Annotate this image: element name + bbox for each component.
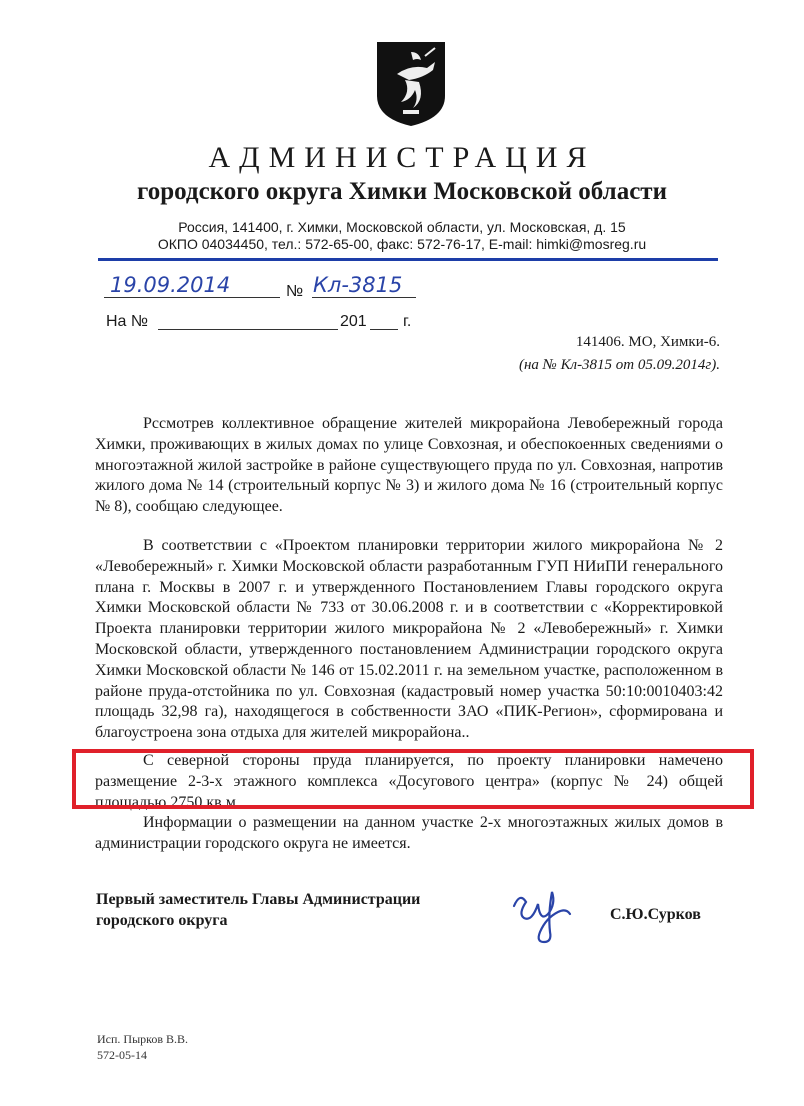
executor-info — [97, 1031, 188, 1063]
registration-date-handwritten: 19.09.2014 — [110, 273, 231, 297]
number-sign: № — [286, 283, 304, 300]
recipient-address: 141406. МО, Химки-6. — [575, 334, 720, 350]
reply-year-underline — [370, 329, 398, 330]
signer-position-line-1: Первый заместитель Главы Администрации — [96, 891, 421, 908]
organization-contacts: ОКПО 04034450, тел.: 572-65-00, факс: 572-76-17, E-mail: himki@mosreg.ru — [157, 236, 647, 252]
paragraph-text: Рссмотрев коллективное обращение жителей микрорайона Левобережный города Химки, проживающих в жилых домах по улице Совхозная, и обеспокоенных сведениями о многоэтажной жилой застройке в районе существующего пруда по ул. Совхозная, напротив жилого дома № 14 (строительный корпус № 3) и жилого дома № 16 (строительный корпус № 8), сообщаю следующее. — [95, 415, 723, 516]
body-paragraph-2 — [95, 536, 723, 744]
executor-phone: 572-05-14 — [97, 1048, 147, 1062]
body-paragraph-4 — [95, 813, 723, 855]
organization-title: АДМИНИСТРАЦИЯ — [208, 141, 596, 174]
signer-position-line-2: городского округа — [96, 912, 228, 929]
registration-number-handwritten: Кл-3815 — [313, 273, 403, 297]
reply-number-underline — [158, 329, 338, 330]
recipient-reference: (на № Кл-3815 от 05.09.2014г). — [518, 357, 720, 373]
body-paragraph-1 — [95, 414, 723, 518]
date-underline — [104, 297, 280, 298]
organization-address: Россия, 141400, г. Химки, Московской области, ул. Московская, д. 15 — [178, 219, 626, 235]
signer-position — [96, 889, 420, 931]
number-underline — [312, 297, 416, 298]
handwritten-signature-icon — [508, 878, 580, 944]
executor-name: Исп. Пырков В.В. — [97, 1032, 189, 1046]
organization-subtitle: городского округа Химки Московской области — [137, 178, 667, 205]
reply-to-label: На № — [106, 313, 149, 330]
highlight-box — [72, 749, 754, 809]
reply-year-label: 201 — [340, 313, 367, 330]
paragraph-text: В соответствии с «Проектом планировки территории жилого микрорайона № 2 «Левобережный» г. Химки Московской области разработанным ГУП НИиПИ генерального плана г. Москвы в 2007 г. и утвержденного Постановлением Главы городского округа Химки Московской области № 733 от 30.06.2008 г. и в соответствии с «Корректировкой Проекта планировки территории жилого микрорайона № 2 «Левобережный» г. Химки Московской области, утвержденного постановлением Администрации городского округа Химки Московской области № 146 от 15.02.2011 г. на земельном участке, расположенном в районе пруда-отстойника по ул. Совхозная (кадастровый номер участка 50:10:0010403:42 площадь 32,98 га), находящегося в собственности ЗАО «ПИК-Регион», сформирована и благоустроена зона отдыха для жителей микрорайона.. — [95, 537, 723, 742]
signer-name: С.Ю.Сурков — [610, 906, 701, 923]
khimki-coat-of-arms-icon — [375, 40, 447, 128]
header-rule — [98, 258, 718, 261]
paragraph-text: Информации о размещении на данном участке 2-х многоэтажных жилых домов в администрации городского округа не имеется. — [95, 814, 723, 852]
paragraph-text: С северной стороны пруда планируется, по проекту планировки намечено размещение 2-3-х этажного комплекса «Досугового центра» (корпус № 24) общей площадью 2750 кв.м. — [95, 752, 723, 811]
reply-year-suffix: г. — [403, 313, 412, 330]
